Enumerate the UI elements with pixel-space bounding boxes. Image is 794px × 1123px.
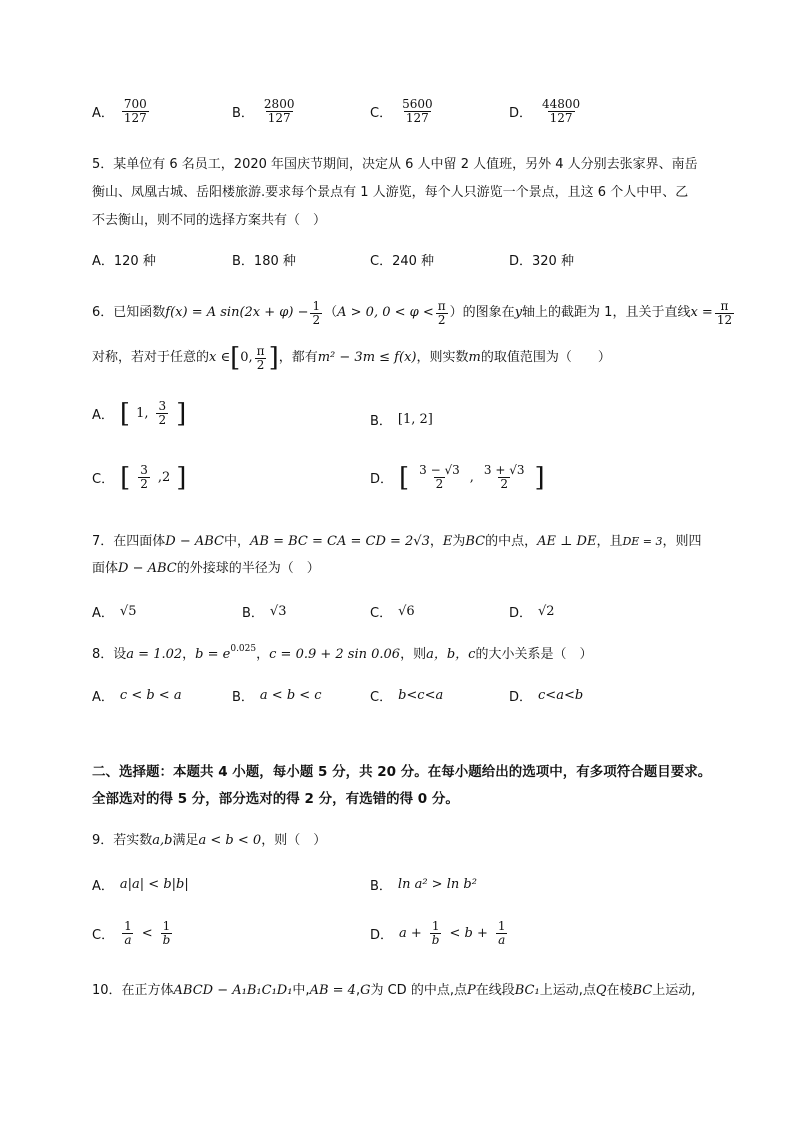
option-label: D． [509,106,533,121]
q5-stem-line3: 不去衡山，则不同的选择方案共有（ ） [92,213,327,228]
fraction: $\frac{1}{b}$ [162,919,171,947]
q8-option-d[interactable]: D． c<a<b [509,688,584,705]
q4-option-d[interactable] [509,98,584,125]
q6-options-row2 [92,464,732,504]
q6-option-a[interactable]: A． [ 1, $\frac{3}{2}$ ] [92,398,187,429]
q8-option-c[interactable]: C． b<c<a [370,688,444,705]
q7-stem-line1: 7．在四面体 D − ABC 中， AB = BC = CA = CD = 2√3 ， E 为 BC 的中点， AE ⊥ DE ，且 DE = 3 ，则四 [92,534,702,549]
q8-option-a[interactable]: A． c < b < a [92,688,182,705]
q4-option-a[interactable] [92,98,151,125]
q6-stem-line2: 对称，若对于任意的 x ∈ [ 0, $\frac{\pi}{2}$ ] ，都有 m² − 3m ≤ f(x) ，则实数 m 的取值范围为（ ） [92,343,611,373]
fraction: $\frac{3 - √3}{2}$ [419,463,460,491]
q9-options-row2 [92,920,732,956]
fraction: $\frac{1}{a}$ [124,919,132,947]
q4-option-b[interactable] [232,98,298,125]
fraction: $\frac{\pi}{2}$ [437,298,446,327]
option-label: A． [92,106,114,121]
q9-stem: 9．若实数 a,b 满足 a < b < 0 ，则（ ） [92,833,327,848]
q5-stem-line1: 5．某单位有 6 名员工，2020 年国庆节期间，决定从 6 人中留 2 人值班，另外 4 人分别去张家界、南岳 [92,157,698,172]
q8-options [92,686,732,706]
q10-stem: 10．在正方体 ABCD − A₁B₁C₁D₁ 中, AB = 4 , G 为 CD 的中点,点 P 在线段 BC₁ 上运动,点 Q 在棱 BC 上运动, [92,983,696,998]
q9-options-row1 [92,875,732,895]
fraction: $\frac{3 + √3}{2}$ [483,463,525,491]
q8-option-b[interactable]: B． a < b < c [232,688,322,705]
fraction: $\frac{3}{2}$ [158,399,167,427]
fraction: $\frac{\pi}{12}$ [716,298,733,327]
function-expression: f(x) = A sin(2x + φ) − [165,305,309,320]
q7-options [92,602,732,622]
fraction: $\frac{3}{2}$ [140,463,148,491]
fraction: $\frac{\pi}{2}$ [256,343,265,372]
q6-options-row1 [92,400,732,440]
q5-option-b[interactable]: B．180 种 [232,254,296,269]
fraction: $\frac{1}{a}$ [497,919,506,947]
q5-options [92,250,732,270]
option-label: C． [370,106,393,121]
q6-option-b[interactable]: B． [1, 2] [370,412,433,429]
section2-heading-line2: 全部选对的得 5 分，部分选对的得 2 分，有选错的得 0 分。 [92,791,459,807]
q5-option-d[interactable]: D．320 种 [509,254,574,269]
q7-option-a[interactable]: A． √5 [92,604,137,621]
q8-stem: 8．设 a = 1.02 ， b = e $^{0.025}$ ， c = 0.9 + 2 sin 0.06 ，则 a，b，c 的大小关系是（ ） [92,644,593,662]
q9-option-c[interactable]: C． $\frac{1}{a}$ < $\frac{1}{b}$ [92,919,171,947]
q9-option-d[interactable]: D． a + $\frac{1}{b}$ < b + $\frac{1}{a}$ [370,919,506,947]
fraction: $\frac{5600}{127}$ [402,97,433,125]
option-label: B． [232,106,254,121]
q6-option-d[interactable]: D． [ $\frac{3 - √3}{2}$ , $\frac{3 + √3}{2}$ ] [370,462,545,493]
q9-option-b[interactable]: B． ln a² > ln b² [370,877,477,894]
q5-option-c[interactable]: C．240 种 [370,254,435,269]
fraction: $\frac{2800}{127}$ [263,97,295,125]
q6-stem-line1: 6．已知函数 f(x) = A sin(2x + φ) − $\frac{1}{2}$ （ A > 0, 0 < φ < $\frac{\pi}{2}$ ）的图象在 y 轴上的截距为 1，且关于直线 x = $\frac{\pi}{12}$ [92,298,733,327]
q7-option-d[interactable]: D． √2 [509,604,555,621]
q4-options [92,98,732,134]
fraction: $\frac{44800}{127}$ [542,97,581,125]
q5-option-a[interactable]: A．120 种 [92,254,156,269]
q6-option-c[interactable]: C． [ $\frac{3}{2}$ ,2 ] [92,462,187,493]
q7-stem-line2: 面体 D − ABC 的外接球的半径为（ ） [92,561,320,576]
q7-option-b[interactable]: B． √3 [242,604,287,621]
q9-option-a[interactable]: A． a|a| < b|b| [92,877,189,894]
fraction: $\frac{1}{b}$ [431,919,440,947]
q4-option-c[interactable] [370,98,437,125]
section2-heading-line1: 二、选择题：本题共 4 小题，每小题 5 分，共 20 分。在每小题给出的选项中，有多项符合题目要求。 [92,764,712,780]
fraction: $\frac{700}{127}$ [123,97,147,125]
fraction: $\frac{1}{2}$ [312,298,321,327]
q7-option-c[interactable]: C． √6 [370,604,415,621]
q5-stem-line2: 衡山、凤凰古城、岳阳楼旅游.要求每个景点有 1 人游览，每个人只游览一个景点，且这 6 个人中甲、乙 [92,185,689,200]
